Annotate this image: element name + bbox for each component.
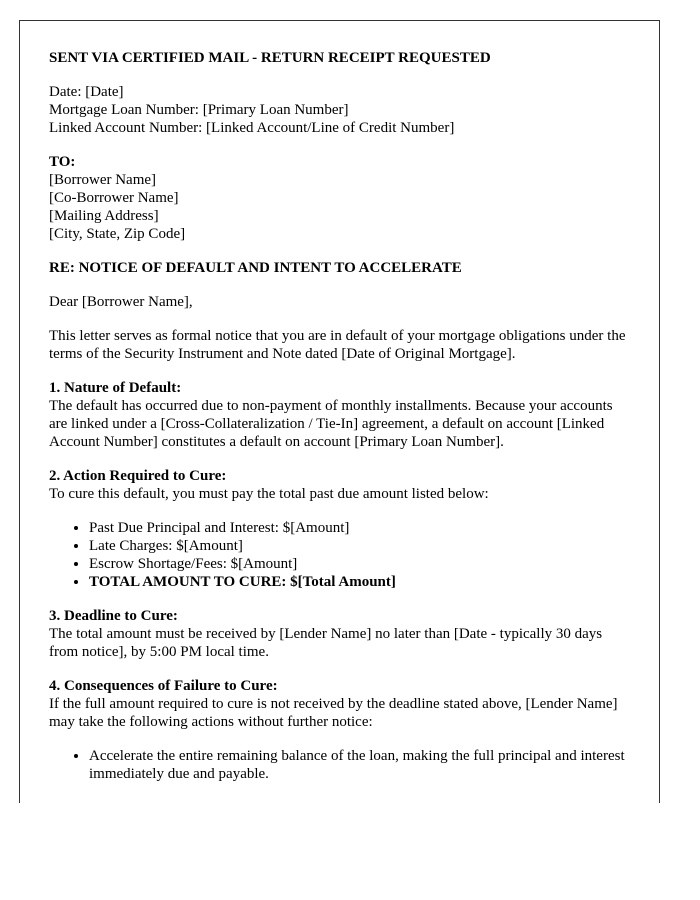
section-title: 4. Consequences of Failure to Cure: bbox=[49, 678, 278, 694]
section-title: 2. Action Required to Cure: bbox=[49, 468, 227, 484]
consequences-list bbox=[49, 747, 631, 783]
recipient-block bbox=[49, 153, 631, 243]
section-text: If the full amount required to cure is not received by the deadline stated above, [Lender Name] may take the following actions without further notice: bbox=[49, 696, 618, 730]
section-text: To cure this default, you must pay the total past due amount listed below: bbox=[49, 486, 489, 502]
section-action-required bbox=[49, 467, 631, 503]
recipient-line: [Co-Borrower Name] bbox=[49, 190, 179, 206]
recipient-line: [Borrower Name] bbox=[49, 172, 157, 188]
recipient-line: [City, State, Zip Code] bbox=[49, 226, 186, 242]
total-amount-item: • TOTAL AMOUNT TO CURE: $[Total Amount] bbox=[89, 573, 631, 591]
list-item: • Escrow Shortage/Fees: $[Amount] bbox=[89, 555, 631, 573]
salutation: Dear [Borrower Name], bbox=[49, 294, 193, 310]
section-deadline bbox=[49, 607, 631, 661]
section-title: 3. Deadline to Cure: bbox=[49, 608, 178, 624]
loan-number-line: Mortgage Loan Number: [Primary Loan Number] bbox=[49, 102, 349, 118]
list-item: • Late Charges: $[Amount] bbox=[89, 537, 631, 555]
section-nature-of-default bbox=[49, 379, 631, 451]
date-line: Date: [Date] bbox=[49, 84, 124, 100]
amounts-list bbox=[49, 519, 631, 591]
letter-page bbox=[19, 20, 660, 803]
list-item: • Accelerate the entire remaining balance of the loan, making the full principal and interest immediately due and payable. bbox=[89, 747, 631, 783]
list-item: • Past Due Principal and Interest: $[Amount] bbox=[89, 519, 631, 537]
mail-header: SENT VIA CERTIFIED MAIL - RETURN RECEIPT REQUESTED bbox=[49, 50, 491, 66]
recipient-line: [Mailing Address] bbox=[49, 208, 159, 224]
linked-account-line: Linked Account Number: [Linked Account/Line of Credit Number] bbox=[49, 120, 455, 136]
section-title: 1. Nature of Default: bbox=[49, 380, 182, 396]
section-text: The total amount must be received by [Lender Name] no later than [Date - typically 30 days from notice], by 5:00 PM local time. bbox=[49, 626, 603, 660]
meta-block bbox=[49, 83, 631, 137]
section-text: The default has occurred due to non-payment of monthly installments. Because your accounts are linked under a [Cross-Collateralization / Tie-In] agreement, a default on account [Linked Account Number] constitutes a default on account [Primary Loan Number]. bbox=[49, 398, 613, 450]
to-label: TO: bbox=[49, 154, 76, 170]
intro-paragraph: This letter serves as formal notice that you are in default of your mortgage obligations under the terms of the Security Instrument and Note dated [Date of Original Mortgage]. bbox=[49, 328, 626, 362]
subject-line: RE: NOTICE OF DEFAULT AND INTENT TO ACCELERATE bbox=[49, 260, 462, 276]
section-consequences bbox=[49, 677, 631, 731]
